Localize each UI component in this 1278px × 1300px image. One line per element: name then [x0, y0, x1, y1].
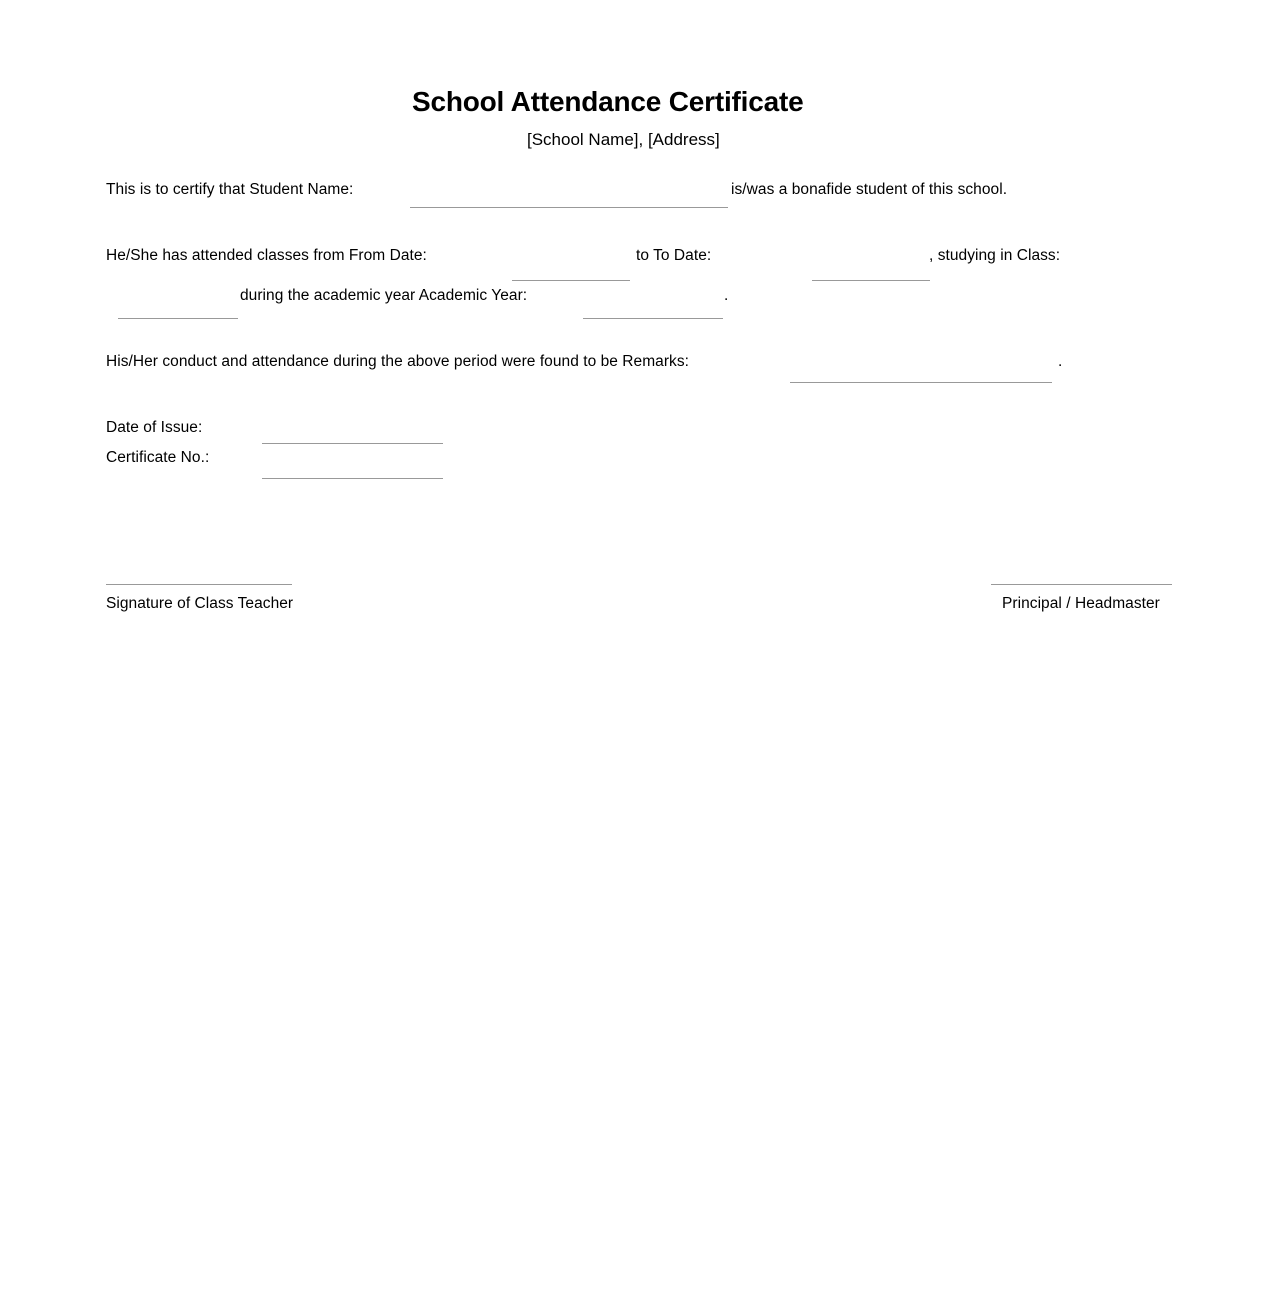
principal-signature-field[interactable]	[991, 584, 1172, 585]
page-title: School Attendance Certificate	[412, 86, 804, 117]
school-name-address-subtitle: [School Name], [Address]	[527, 130, 720, 149]
academic-year-label: during the academic year Academic Year:	[240, 287, 528, 304]
remarks-statement-label: His/Her conduct and attendance during the above period were found to be Remarks:	[106, 353, 690, 370]
student-name-field[interactable]	[410, 207, 728, 208]
date-of-issue-field[interactable]	[262, 443, 443, 444]
remarks-period: .	[1058, 353, 1063, 370]
class-label: , studying in Class:	[929, 247, 1061, 264]
certificate-no-label: Certificate No.:	[106, 449, 210, 466]
academic-year-period: .	[724, 287, 729, 304]
certify-statement-suffix: is/was a bonafide student of this school.	[731, 181, 1008, 198]
certificate-no-field[interactable]	[262, 478, 443, 479]
certify-statement-prefix: This is to certify that Student Name:	[106, 181, 354, 198]
teacher-signature-label: Signature of Class Teacher	[106, 595, 294, 612]
remarks-field[interactable]	[790, 382, 1052, 383]
from-date-field[interactable]	[512, 280, 630, 281]
to-date-field[interactable]	[812, 280, 930, 281]
date-of-issue-label: Date of Issue:	[106, 419, 203, 436]
principal-signature-label: Principal / Headmaster	[1002, 595, 1160, 612]
teacher-signature-field[interactable]	[106, 584, 292, 585]
attendance-statement-prefix: He/She has attended classes from From Date:	[106, 247, 427, 264]
to-date-label: to To Date:	[636, 247, 712, 264]
class-field[interactable]	[118, 318, 238, 319]
academic-year-field[interactable]	[583, 318, 723, 319]
